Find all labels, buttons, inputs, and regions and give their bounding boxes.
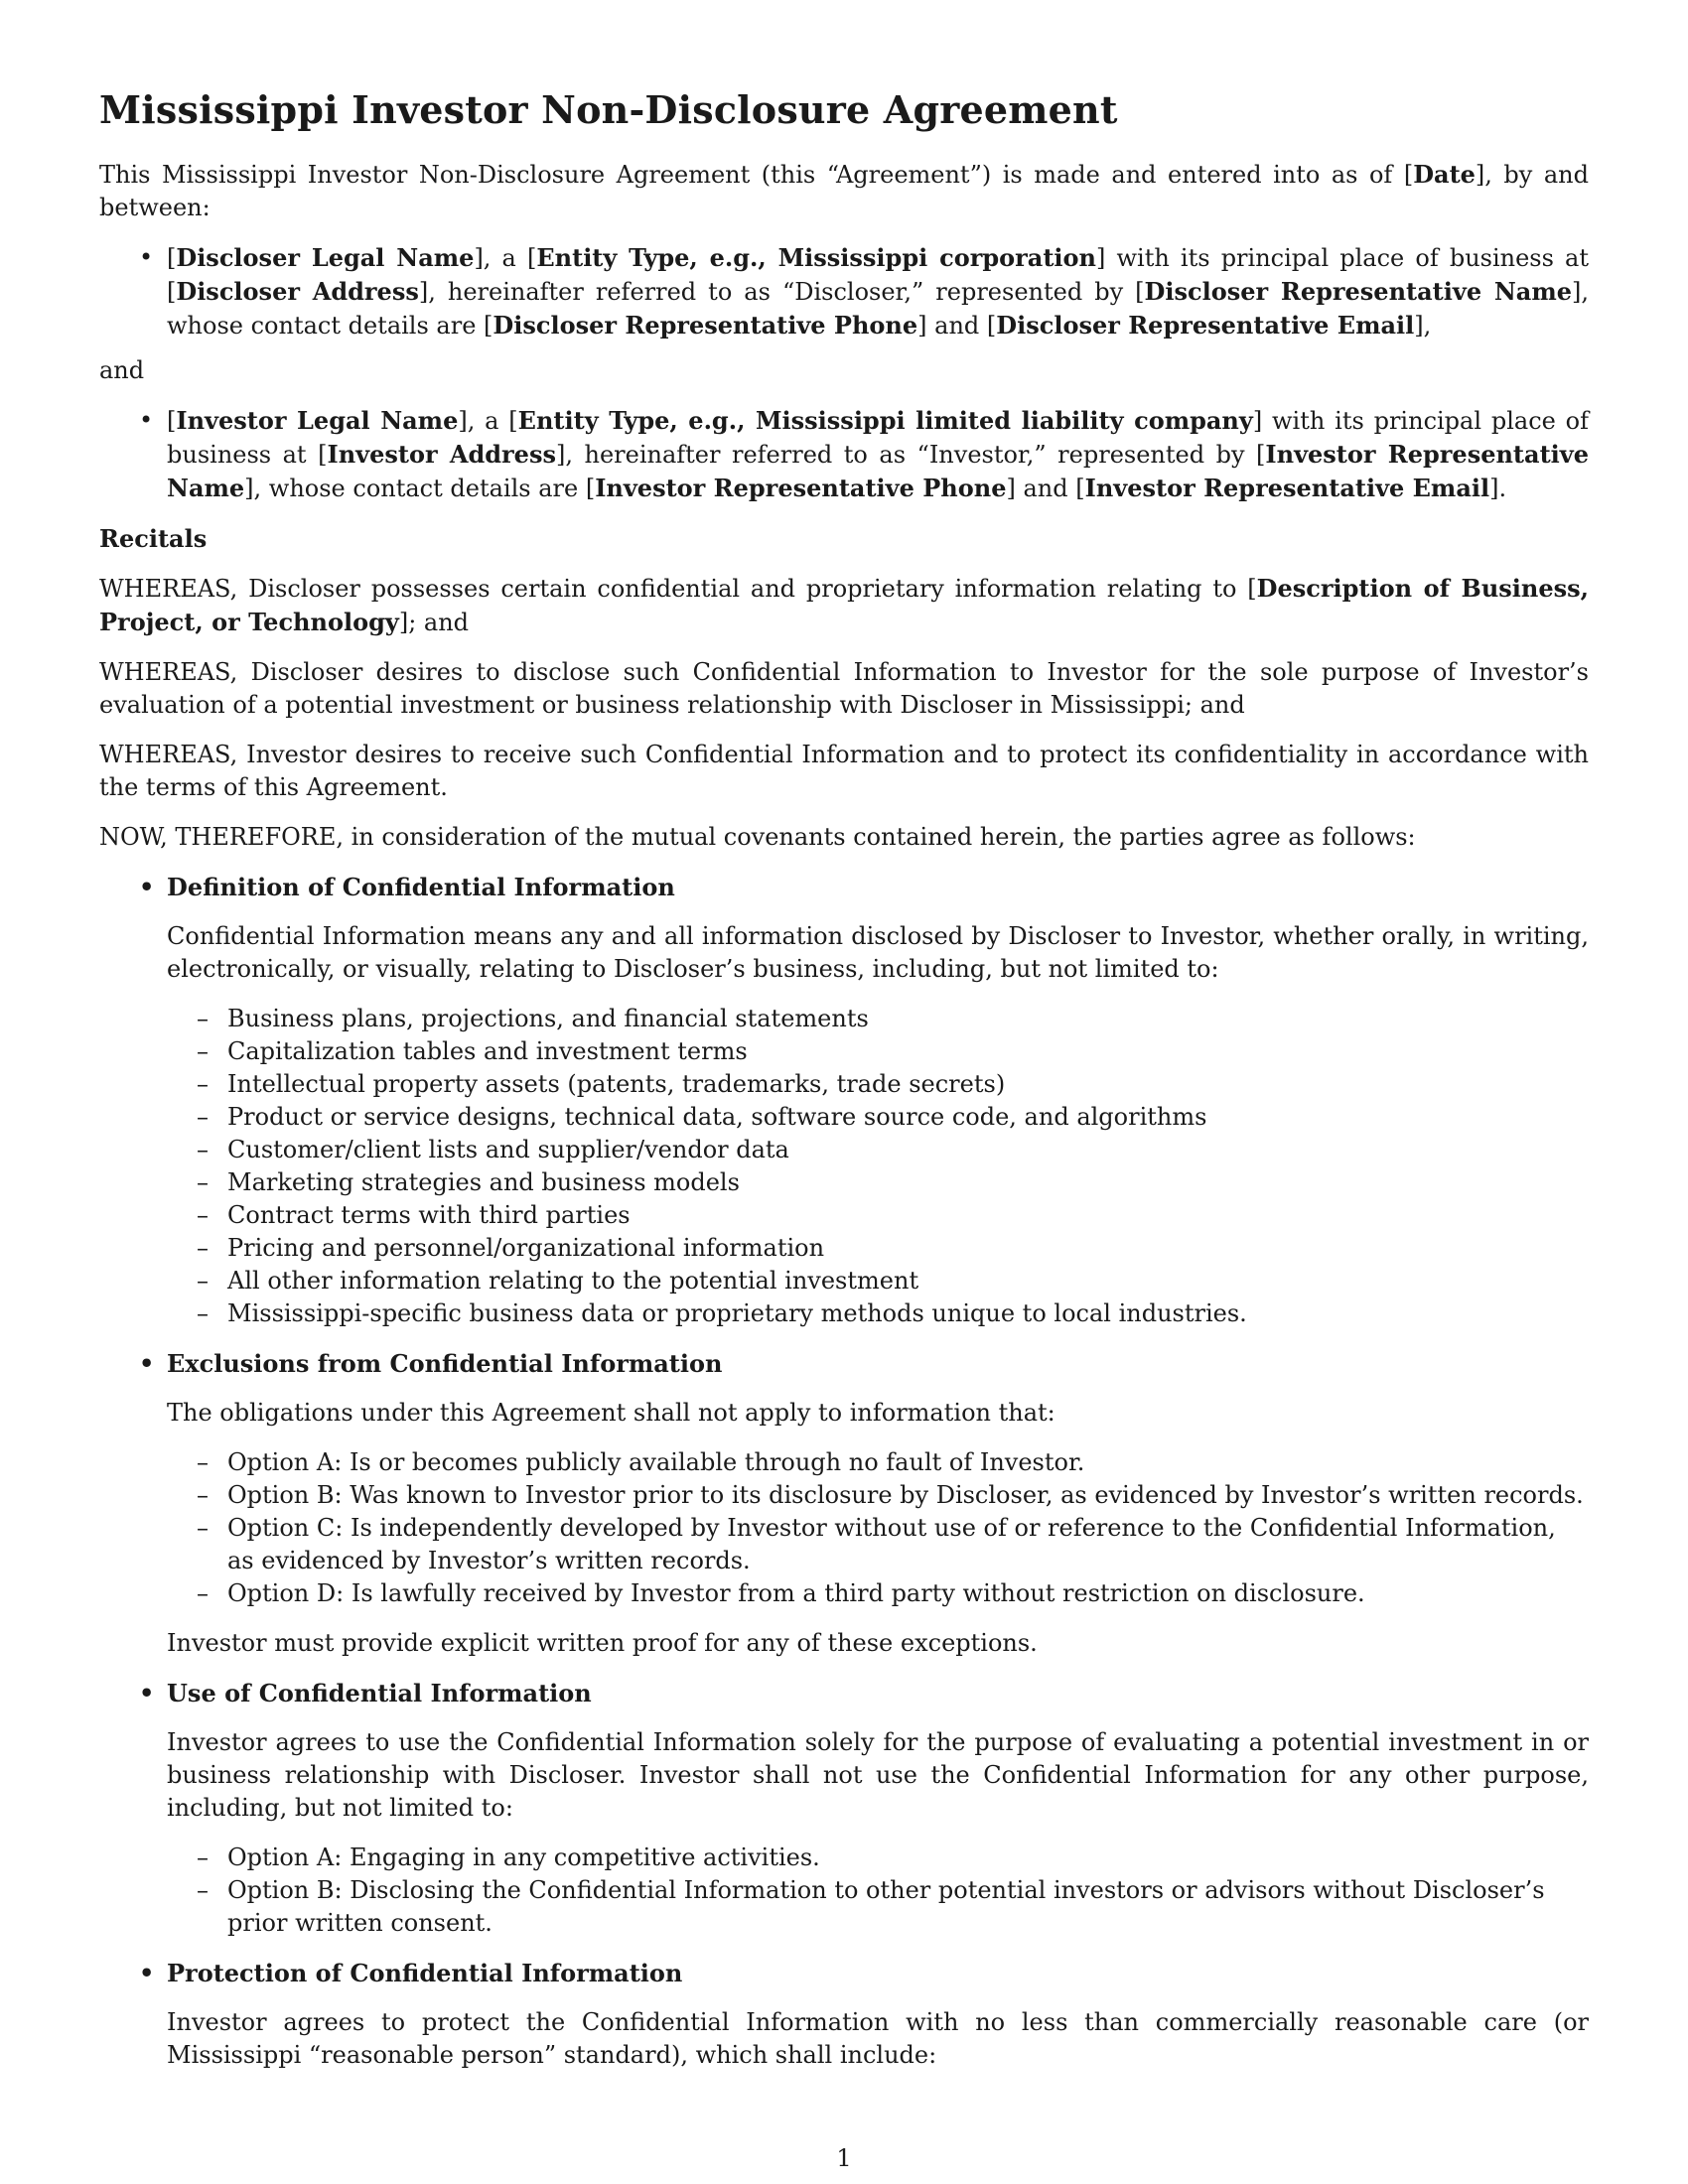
bullet-icon: • <box>139 873 155 901</box>
list-item: – All other information relating to the potential investment <box>197 1267 919 1295</box>
section-use-body: Investor agrees to use the Confidential Information solely for the purpose of evaluating a potential investment in or business relationship with Discloser. Investor shall not use the Confidential Information for any other purpose, including, but not limited to: <box>167 1728 1589 1822</box>
bullet-icon: • <box>139 1679 155 1707</box>
list-item: – Mississippi-specific business data or proprietary methods unique to local industries. <box>197 1299 1247 1327</box>
and-separator: and <box>99 356 145 384</box>
section-exclusions-after: Investor must provide explicit written proof for any of these exceptions. <box>167 1629 1038 1657</box>
list-item: – Option A: Is or becomes publicly available through no fault of Investor. <box>197 1448 1085 1476</box>
discloser-party: • [Discloser Legal Name], a [Entity Type, e.g., Mississippi corporation] with its principal place of business at [Discloser Address], hereinafter referred to as “Discloser,” represented by [Discloser Representative Name], whose contact details are [Discloser Representative Phone] and [Discloser Representative Email], <box>139 243 1590 340</box>
list-item: – Capitalization tables and investment terms <box>197 1037 748 1065</box>
date-placeholder: Date <box>1413 160 1476 189</box>
investor-party: • [Investor Legal Name], a [Entity Type, e.g., Mississippi limited liability company] with its principal place of business at [Investor Address], hereinafter referred to as “Investor,” represented by [Investor Representative Name], whose contact details are [Investor Representative Phone] and [Investor Representative Email]. <box>139 406 1589 502</box>
recitals-heading: Recitals <box>99 524 208 553</box>
section-protection-heading: • Protection of Confidential Information <box>139 1959 683 1987</box>
document-title: Mississippi Investor Non-Disclosure Agreement <box>99 87 1118 132</box>
section-definition-heading: • Definition of Confidential Information <box>139 873 675 901</box>
exclusion-items <box>99 1446 1589 1610</box>
section-use-heading: • Use of Confidential Information <box>139 1679 592 1707</box>
list-item: – Option C: Is independently developed by Investor without use of or reference to the Confidential Information, as evidenced by Investor’s written records. <box>197 1514 1556 1574</box>
investor-list <box>99 404 1589 505</box>
section-exclusions-body: The obligations under this Agreement shall not apply to information that: <box>167 1399 1055 1427</box>
intro-paragraph: This Mississippi Investor Non-Disclosure Agreement (this “Agreement”) is made and entered into as of [Date], by and between: <box>99 160 1589 221</box>
discloser-list <box>99 241 1589 342</box>
now-therefore: NOW, THEREFORE, in consideration of the mutual covenants contained herein, the parties agree as follows: <box>99 823 1416 851</box>
list-item: – Option A: Engaging in any competitive activities. <box>197 1843 820 1871</box>
section-definition-body: Confidential Information means any and all information disclosed by Discloser to Investor, whether orally, in writing, electronically, or visually, relating to Discloser’s business, including, but not limited to: <box>167 922 1589 983</box>
definition-items <box>99 1003 1589 1330</box>
list-item: – Contract terms with third parties <box>197 1201 631 1229</box>
bullet-icon: • <box>139 243 154 271</box>
document-page <box>99 87 1589 2072</box>
list-item: – Option B: Disclosing the Confidential Information to other potential investors or advisors without Discloser’s prior written consent. <box>197 1876 1545 1937</box>
list-item: – Option D: Is lawfully received by Investor from a third party without restriction on disclosure. <box>197 1579 1365 1607</box>
list-item: – Pricing and personnel/organizational information <box>197 1234 825 1262</box>
list-item: – Customer/client lists and supplier/vendor data <box>197 1136 789 1163</box>
list-item: – Business plans, projections, and financial statements <box>197 1005 869 1032</box>
list-item: – Product or service designs, technical data, software source code, and algorithms <box>197 1103 1207 1131</box>
bullet-icon: • <box>139 1349 155 1378</box>
list-item: – Intellectual property assets (patents, trademarks, trade secrets) <box>197 1070 1006 1098</box>
page-number: 1 <box>836 2144 852 2172</box>
bullet-icon: • <box>139 1959 155 1987</box>
section-exclusions-heading: • Exclusions from Confidential Information <box>139 1349 723 1378</box>
section-protection-body: Investor agrees to protect the Confidential Information with no less than commercially reasonable care (or Mississippi “reasonable person” standard), which shall include: <box>167 2008 1589 2069</box>
list-item: – Option B: Was known to Investor prior to its disclosure by Discloser, as evidenced by Investor’s written records. <box>197 1481 1584 1509</box>
recital-2: WHEREAS, Discloser desires to disclose such Confidential Information to Investor for the sole purpose of Investor’s evaluation of a potential investment or business relationship with Discloser in Mississippi; and <box>99 658 1589 719</box>
bullet-icon: • <box>139 406 154 434</box>
recital-3: WHEREAS, Investor desires to receive such Confidential Information and to protect its confidentiality in accordance with the terms of this Agreement. <box>99 741 1589 801</box>
recital-1: WHEREAS, Discloser possesses certain confidential and proprietary information relating to [Description of Business, Project, or Technology]; and <box>99 574 1589 636</box>
use-items <box>99 1842 1589 1940</box>
list-item: – Marketing strategies and business models <box>197 1168 740 1196</box>
